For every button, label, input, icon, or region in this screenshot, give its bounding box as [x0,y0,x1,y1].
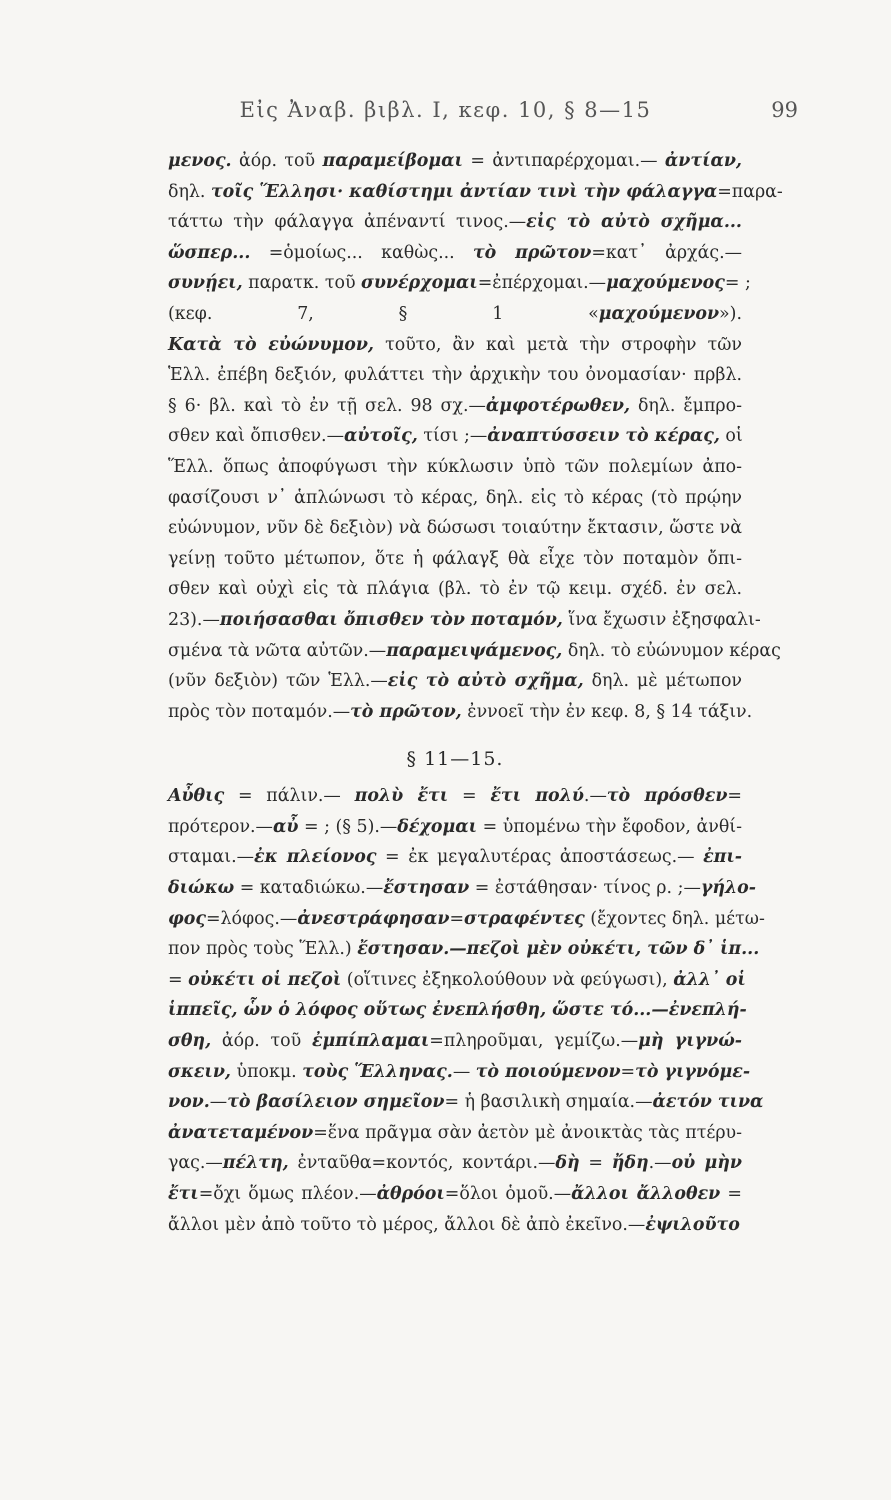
gloss-text: = ἡ βασιλικὴ σημαία.— [444,1092,653,1113]
gloss-text: δηλ. ἔμπρο- [630,395,742,416]
text-line [168,330,742,361]
gloss-text: Ἑλλ. ἐπέβη δεξιόν, φυλάττει τὴν ἀρχικὴν του ὀνομασίαν· πρβλ. [168,365,742,386]
lemma-text: ἀντίαν, [664,151,742,171]
lemma-text: γήλο- [700,878,756,899]
text-line [168,995,747,1026]
text-line [168,1118,742,1149]
text-line [168,177,783,208]
gloss-text: σθεν καὶ οὐχὶ εἰς τὰ πλάγια (βλ. τὸ ἐν τῷ κειμ. σχέδ. ἐν σελ. [168,579,742,600]
commentary-text [168,146,783,1240]
lemma-text: ἄλλοι ἄλλοθεν [571,1184,721,1204]
lemma-text: ἀθρόοι [376,1184,445,1204]
lemma-text: ἀναπτύσσειν τὸ κέρας, [487,426,720,447]
gloss-text: πρότερον.— [168,816,273,837]
text-line [168,1087,764,1118]
text-line [168,812,742,843]
gloss-text: πον πρὸς τοὺς Ἕλλ.) [168,939,358,960]
text-line [168,452,742,483]
gloss-text: (οἵτινες ἐξηκολούθουν νὰ φεύγωσι), [341,969,674,990]
gloss-text: δηλ. τὸ εὐώνυμον κέρας [562,640,781,661]
lemma-text: ποιήσασθαι ὄπισθεν τὸν ποταμόν, [219,609,563,630]
lemma-text: παραμείβομαι [322,151,463,171]
text-line [168,842,742,873]
lemma-text: τοὺς Ἕλληνας. [302,1061,453,1082]
lemma-text: μενος. [168,151,232,171]
gloss-text: = καταδιώκω.— [234,878,384,899]
gloss-text: γείνῃ τοῦτο μέτωπον, ὅτε ἡ φάλαγξ θὰ εἶχε τὸν ποταμὸν ὄπι- [168,548,742,569]
gloss-text: σμένα τὰ νῶτα αὐτῶν.— [168,640,387,661]
gloss-text: δηλ. μὲ μέτωπον [583,671,742,692]
gloss-text: ἐνταῦθα=κοντός, κοντάρι.— [288,1153,556,1174]
gloss-text: = [168,969,189,990]
gloss-text: — [209,1092,228,1113]
lemma-text: οὐκέτι οἱ πεζοὶ [188,969,342,990]
text-line [168,934,760,965]
text-line [168,238,742,269]
gloss-text: »). [719,303,742,324]
lemma-text: μαχούμενον [598,303,720,324]
lemma-text: ἐκ πλείονος [254,847,377,868]
lemma-text: ἱππεῖς, ὧν ὁ λόφος οὕτως ἐνεπλήσθη, ὥστε τό...—ἐνεπλή- [168,1000,747,1021]
lemma-text: ἀνεστράφησαν [297,908,450,929]
lemma-text: ἀετόν τινα [652,1092,764,1113]
gloss-text: τοῦτο, ἂν καὶ μετὰ τὴν στροφὴν τῶν [374,334,742,355]
lemma-text: τὸ βασίλειον σημεῖον [227,1092,445,1113]
lemma-text: παραμειψάμενος, [386,640,563,661]
gloss-text: § 6· βλ. καὶ τὸ ἐν τῇ σελ. 98 σχ.— [168,395,486,416]
text-line [168,544,742,575]
text-line [168,360,742,391]
text-line [168,268,751,299]
text-line [168,207,742,238]
gloss-text: =ἕνα πρᾶγμα σὰν ἀετὸν μὲ ἀνοικτὰς τὰς πτέρυ- [313,1122,742,1143]
gloss-text: =λόφος.— [205,908,298,929]
lemma-text: πέλτη, [222,1153,289,1174]
text-line [168,483,742,514]
lemma-text: ἔστησαν [383,878,470,899]
lemma-text: ἤδη [611,1153,649,1174]
lemma-text: διώκω [168,878,235,899]
lemma-text: ἐψιλοῦτο [645,1214,740,1235]
commentary-section-11-15 [168,781,765,1240]
gloss-text: (νῦν δεξιὸν) τῶν Ἑλλ.— [168,671,388,692]
lemma-text: μαχούμενος [606,273,725,294]
running-title: Εἰς Ἀναβ. βιβλ. Ι, κεφ. 10, § 8—15 [239,98,652,122]
gloss-text: τάττω τὴν φάλαγγα ἀπέναντί τινος.— [168,212,527,233]
section-heading: § 11—15. [406,748,504,771]
gloss-text: σταμαι.— [168,847,255,868]
text-line [168,965,746,996]
gloss-text: — [452,1061,476,1082]
text-line [168,904,765,935]
running-head [0,98,891,126]
lemma-text: αὐτοῖς, [343,426,418,447]
text-line [168,781,742,812]
gloss-text: ἀόρ. τοῦ [211,1031,312,1052]
lemma-text: σκειν, [168,1061,231,1082]
gloss-text: = [448,786,491,807]
gloss-text: = πάλιν.— [224,786,355,807]
text-line [168,1210,742,1241]
lemma-text: ἀνατεταμένον [168,1122,314,1143]
text-line [168,666,742,697]
gloss-text: =ἐπέρχομαι.— [477,273,607,294]
gloss-text: = ; (§ 5).— [298,816,398,837]
gloss-text: = [727,786,742,807]
gloss-text: = [620,1061,636,1082]
text-line [168,636,781,667]
gloss-text: =παρα- [717,181,783,202]
lemma-text: αὖ [272,816,299,837]
lemma-text: ἐμπίπλαμαι [311,1031,430,1052]
gloss-text: = ἀντιπαρέρχομαι.— [462,151,665,171]
lemma-text: δέχομαι [397,816,478,837]
text-line [168,873,756,904]
gloss-text: οἱ [719,426,743,447]
lemma-text: εἰς τὸ αὐτὸ σχῆμα, [387,671,584,692]
lemma-text: συνῄει, [168,273,243,294]
gloss-text: (κεφ. 7, § 1 « [168,303,599,324]
gloss-text: .— [648,1153,672,1174]
text-line [168,1057,751,1088]
gloss-text: =ὄχι ὅμως πλέον.— [198,1184,377,1204]
gloss-text: γας.— [168,1153,223,1174]
gloss-text: = ἐστάθησαν· τίνος ρ. ;— [469,878,701,899]
text-line [168,1026,742,1057]
gloss-text: φασίζουσι ν᾿ ἁπλώνωσι τὸ κέρας, δηλ. εἰς τὸ κέρας (τὸ πρῴην [168,487,742,508]
gloss-text: Ἕλλ. ὅπως ἀποφύγωσι τὴν κύκλωσιν ὑπὸ τῶν πολεμίων ἀπο- [168,456,742,477]
gloss-text: τίσι ;— [417,426,488,447]
gloss-text: σθεν καὶ ὄπισθεν.— [168,426,344,447]
lemma-text: μὴ γιγνώ- [638,1031,742,1052]
lemma-text: φος [168,908,206,929]
text-line [168,574,742,605]
lemma-text: πολὺ ἔτι [354,786,449,807]
text-line [168,1179,742,1210]
lemma-text: οὐ μὴν [671,1153,742,1174]
lemma-text: Αὖθις [168,786,225,807]
gloss-text: =κατ᾿ ἀρχάς.— [591,242,742,263]
gloss-text: = [449,908,465,929]
gloss-text: =ὅλοι ὁμοῦ.— [444,1184,572,1204]
gloss-text: =ὁμοίως... καθὼς... [250,242,473,263]
commentary-section-8-10 [168,146,783,727]
lemma-text: ἔτι πολύ [490,786,584,807]
lemma-text: τὸ πρῶτον [472,242,592,263]
gloss-text: ἀόρ. τοῦ [231,151,323,171]
gloss-text: = ἐκ μεγαλυτέρας ἀποστάσεως.— [376,847,704,868]
text-line [168,299,742,330]
gloss-text: εὐώνυμον, νῦν δὲ δεξιὸν) νὰ δώσωσι τοιαύτην ἔκτασιν, ὥστε νὰ [168,518,742,539]
gloss-text: = ὑπομένω τὴν ἔφοδον, ἀνθί- [477,816,742,837]
lemma-text: τὸ ποιούμενον [475,1061,621,1082]
gloss-text: = [579,1153,612,1174]
gloss-text: = ; [724,273,751,294]
gloss-text: .— [583,786,607,807]
lemma-text: ἀλλ᾿ οἱ [673,969,746,990]
lemma-text: τοῖς Ἕλλησι· καθίστημι ἀντίαν τινὶ τὴν φάλαγγα [210,181,718,202]
text-line [168,146,742,177]
text-line [168,1148,742,1179]
gloss-text: παρατκ. τοῦ [242,273,362,294]
gloss-text: πρὸς τὸν ποταμόν.— [168,701,351,722]
gloss-text: 23).— [168,609,220,630]
text-line [168,421,742,452]
lemma-text: τὸ πρόσθεν [606,786,728,807]
lemma-text: ὥσπερ... [168,242,251,263]
gloss-text: (ἔχοντες δηλ. μέτω- [584,908,765,929]
text-line [168,391,742,422]
lemma-text: συνέρχομαι [361,273,478,294]
gloss-text: ἄλλοι μὲν ἀπὸ τοῦτο τὸ μέρος, ἄλλοι δὲ ἀπὸ ἐκεῖνο.— [168,1214,646,1235]
gloss-text: ὑποκμ. [230,1061,303,1082]
lemma-text: στραφέντες [464,908,585,929]
gloss-text: = [720,1184,742,1204]
lemma-text: σθη, [168,1031,212,1052]
text-line [168,605,761,636]
lemma-text: τὸ πρῶτον, [350,701,462,722]
gloss-text: ἵνα ἔχωσιν ἐξησφαλι- [562,609,761,630]
lemma-text: δὴ [555,1153,580,1174]
lemma-text: Κατὰ τὸ εὐώνυμον, [168,334,374,355]
lemma-text: τὸ γιγνόμε- [635,1061,751,1082]
lemma-text: νον. [168,1092,210,1113]
lemma-text: ἔτι [168,1184,199,1204]
page-number: 99 [771,98,798,122]
lemma-text: ἀμφοτέρωθεν, [485,395,630,416]
text-line [168,513,742,544]
text-line [168,697,753,728]
lemma-text: εἰς τὸ αὐτὸ σχῆμα... [526,212,742,233]
lemma-text: ἔστησαν.—πεζοὶ μὲν οὐκέτι, τῶν δ᾿ ἱπ... [357,939,760,960]
lemma-text: ἐπι- [703,847,742,868]
gloss-text: ἐννοεῖ τὴν ἐν κεφ. 8, § 14 τάξιν. [461,701,753,722]
gloss-text: =πληροῦμαι, γεμίζω.— [429,1031,639,1052]
gloss-text: δηλ. [168,181,211,202]
